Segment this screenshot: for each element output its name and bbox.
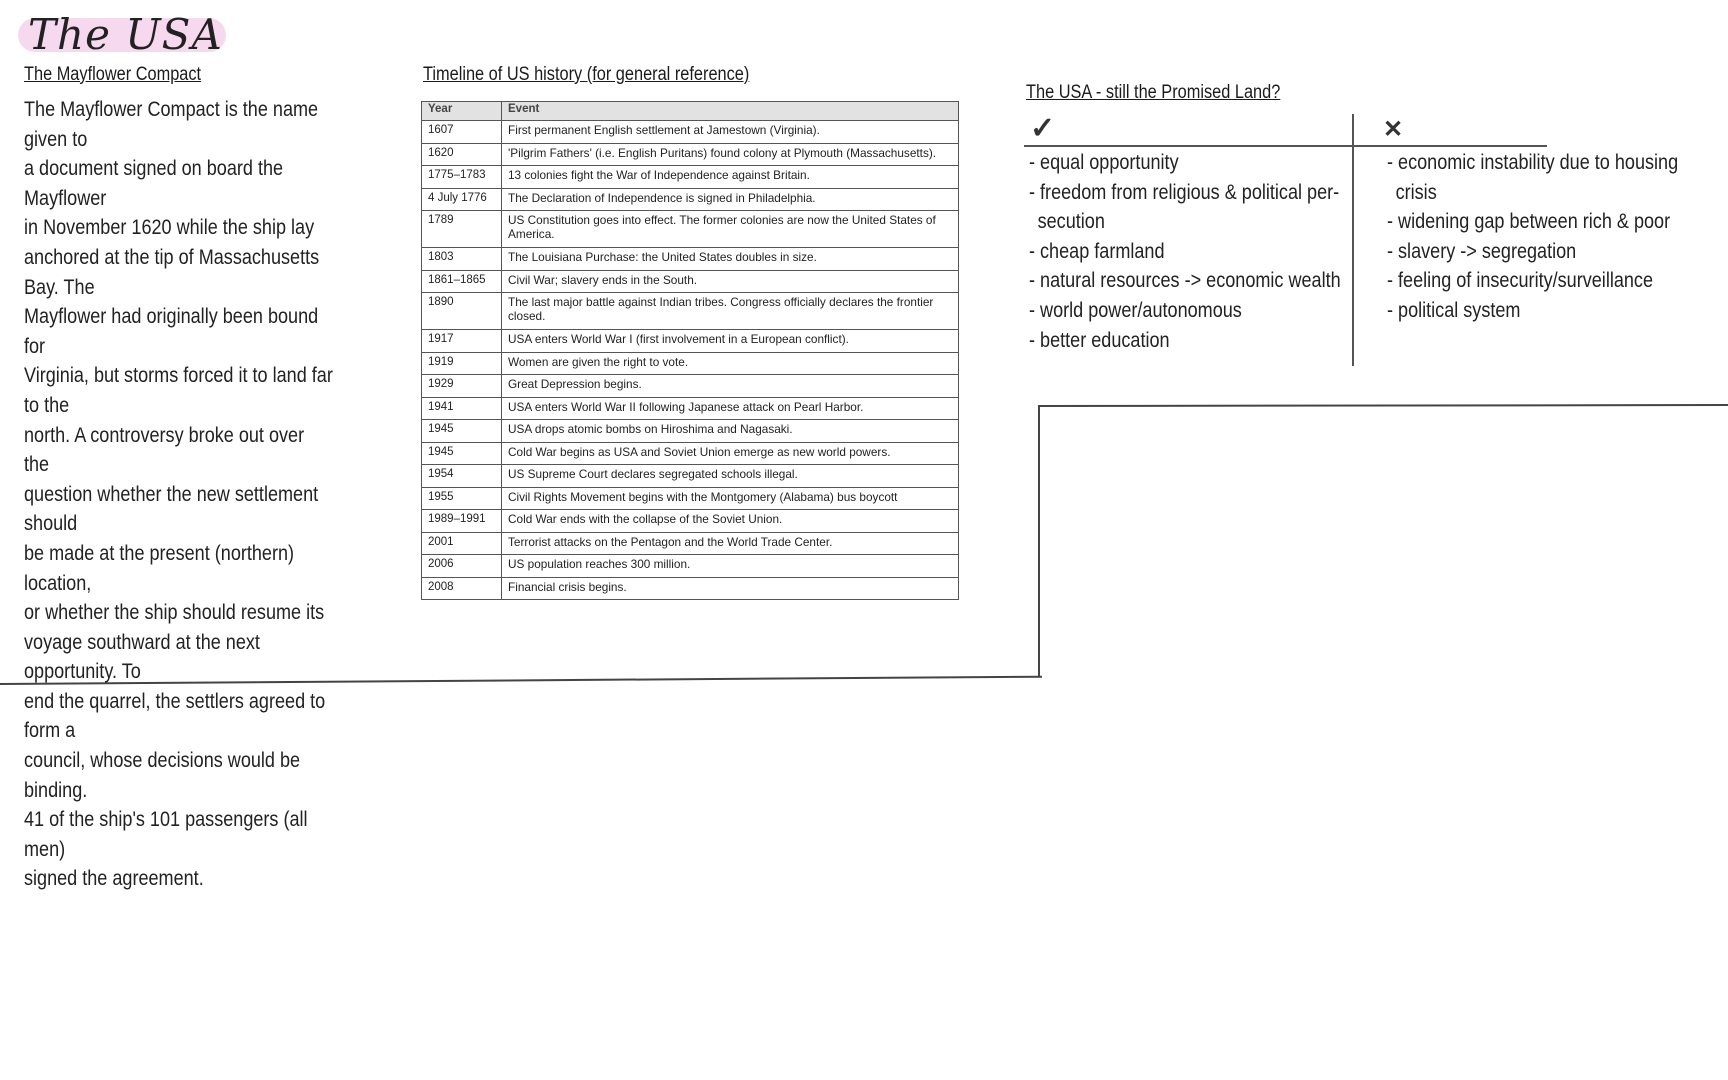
timeline-body <box>422 121 959 600</box>
timeline-year: 1919 <box>422 352 502 375</box>
paragraph-line: in November 1620 while the ship lay <box>24 216 315 240</box>
timeline-year: 1789 <box>422 211 502 248</box>
timeline-year: 1917 <box>422 330 502 353</box>
timeline-year: 1954 <box>422 465 502 488</box>
event-column-header: Event <box>502 102 959 121</box>
paragraph-line: Virginia, but storms forced it to land far to the <box>24 364 333 417</box>
table-horizontal-divider <box>1024 145 1547 147</box>
con-item-text: - political system <box>1387 298 1521 322</box>
con-item <box>1387 296 1678 326</box>
pro-item <box>1029 148 1341 178</box>
timeline-header-row <box>422 102 959 121</box>
timeline-event: Civil Rights Movement begins with the Montgomery (Alabama) bus boycott <box>502 487 959 510</box>
timeline-year: 1890 <box>422 293 502 330</box>
timeline-event: Cold War begins as USA and Soviet Union emerge as new world powers. <box>502 442 959 465</box>
pros-list <box>1029 148 1341 355</box>
timeline-event: First permanent English settlement at Jamestown (Virginia). <box>502 121 959 144</box>
pro-item-text: - cheap farmland <box>1029 239 1165 263</box>
con-item <box>1387 207 1678 237</box>
pro-item-text: - world power/autonomous <box>1029 298 1242 322</box>
pro-item-text: - freedom from religious & political per- <box>1029 180 1340 204</box>
paragraph-line: question whether the new settlement should <box>24 482 319 536</box>
con-item-text: - feeling of insecurity/surveillance <box>1387 269 1654 293</box>
con-item-text: - economic instability due to housing <box>1387 151 1679 174</box>
timeline-row <box>422 270 959 293</box>
timeline-year: 1955 <box>422 487 502 510</box>
paragraph-line: voyage southward at the next opportunity. To <box>24 630 260 684</box>
timeline-year: 2001 <box>422 532 502 555</box>
timeline-row <box>422 375 959 398</box>
timeline-row <box>422 352 959 375</box>
timeline-year: 1945 <box>422 442 502 465</box>
promised-land-heading: The USA - still the Promised Land? <box>1026 82 1281 103</box>
table-vertical-divider <box>1352 114 1354 366</box>
con-item <box>1387 237 1678 267</box>
year-column-header: Year <box>422 102 502 121</box>
mayflower-heading: The Mayflower Compact <box>24 64 202 85</box>
pro-item <box>1029 237 1341 267</box>
timeline-row <box>422 293 959 330</box>
timeline-row <box>422 166 959 189</box>
timeline-event: Women are given the right to vote. <box>502 352 959 375</box>
con-item <box>1387 266 1678 296</box>
paragraph-line: Mayflower had originally been bound for <box>24 305 319 358</box>
paragraph-line: The Mayflower Compact is the name given to <box>24 98 319 151</box>
timeline-row <box>422 532 959 555</box>
timeline-year: 4 July 1776 <box>422 188 502 211</box>
timeline-row <box>422 211 959 248</box>
timeline-event: Cold War ends with the collapse of the Soviet Union. <box>502 510 959 533</box>
timeline-row <box>422 487 959 510</box>
timeline-event: Great Depression begins. <box>502 375 959 398</box>
pro-item-text: - better education <box>1029 328 1170 352</box>
con-item-text: crisis <box>1395 180 1437 204</box>
timeline-row <box>422 510 959 533</box>
pro-item <box>1029 296 1341 326</box>
paragraph-line: signed the agreement. <box>24 867 204 891</box>
timeline-row <box>422 465 959 488</box>
timeline-row <box>422 121 959 144</box>
timeline-year: 1607 <box>422 121 502 144</box>
con-item-text: - widening gap between rich & poor <box>1387 210 1671 234</box>
timeline-event: US Supreme Court declares segregated schools illegal. <box>502 465 959 488</box>
paragraph-line: anchored at the tip of Massachusetts Bay. The <box>24 245 320 299</box>
timeline-year: 1945 <box>422 420 502 443</box>
timeline-event: US population reaches 300 million. <box>502 555 959 578</box>
timeline-year: 1929 <box>422 375 502 398</box>
pro-item-text: - equal opportunity <box>1029 151 1179 174</box>
timeline-year: 2008 <box>422 577 502 600</box>
timeline-table <box>421 101 959 600</box>
timeline-row <box>422 577 959 600</box>
timeline-year: 1941 <box>422 397 502 420</box>
pro-item <box>1029 326 1341 356</box>
paragraph-line: be made at the present (northern) location, <box>24 541 295 595</box>
timeline-event: Terrorist attacks on the Pentagon and the World Trade Center. <box>502 532 959 555</box>
pro-item <box>1029 178 1341 237</box>
timeline-row <box>422 248 959 271</box>
timeline-row <box>422 188 959 211</box>
timeline-event: USA drops atomic bombs on Hiroshima and Nagasaki. <box>502 420 959 443</box>
check-icon: ✓ <box>1030 112 1056 145</box>
timeline-event: USA enters World War I (first involvement in a European conflict). <box>502 330 959 353</box>
timeline-year: 1803 <box>422 248 502 271</box>
timeline-event: Civil War; slavery ends in the South. <box>502 270 959 293</box>
timeline-event: 13 colonies fight the War of Independence against Britain. <box>502 166 959 189</box>
timeline-year: 1775–1783 <box>422 166 502 189</box>
timeline-year: 1620 <box>422 143 502 166</box>
cross-icon: ✕ <box>1383 116 1404 143</box>
timeline-row <box>422 442 959 465</box>
frame-vertical-line <box>1038 405 1040 676</box>
timeline-heading: Timeline of US history (for general reference) <box>423 64 750 85</box>
paragraph-line: council, whose decisions would be binding. <box>24 749 301 802</box>
timeline-row <box>422 420 959 443</box>
timeline-year: 1989–1991 <box>422 510 502 533</box>
timeline-event: The Louisiana Purchase: the United States doubles in size. <box>502 248 959 271</box>
paragraph-line: 41 of the ship's 101 passengers (all men) <box>24 808 308 861</box>
paragraph-line: a document signed on board the Mayflower <box>24 157 284 210</box>
pro-item <box>1029 266 1341 296</box>
frame-top-line <box>1038 404 1728 407</box>
paragraph-line: or whether the ship should resume its <box>24 601 325 625</box>
cons-list <box>1387 148 1678 326</box>
pro-item-text: - natural resources -> economic wealth <box>1029 269 1341 293</box>
paragraph-line: north. A controversy broke out over the <box>24 423 305 477</box>
timeline-year: 2006 <box>422 555 502 578</box>
con-item <box>1387 148 1678 207</box>
title-block <box>18 12 223 58</box>
timeline-year: 1861–1865 <box>422 270 502 293</box>
timeline-row <box>422 555 959 578</box>
con-item-text: - slavery -> segregation <box>1387 239 1577 263</box>
timeline-event: The last major battle against Indian tribes. Congress officially declares the frontier closed. <box>502 293 959 330</box>
timeline-event: USA enters World War II following Japanese attack on Pearl Harbor. <box>502 397 959 420</box>
timeline-event: US Constitution goes into effect. The former colonies are now the United States of America. <box>502 211 959 248</box>
timeline-event: Financial crisis begins. <box>502 577 959 600</box>
timeline-row <box>422 397 959 420</box>
mayflower-paragraph <box>24 95 334 894</box>
timeline-event: The Declaration of Independence is signed in Philadelphia. <box>502 188 959 211</box>
timeline-event: 'Pilgrim Fathers' (i.e. English Puritans) found colony at Plymouth (Massachusetts). <box>502 143 959 166</box>
paragraph-line: end the quarrel, the settlers agreed to form a <box>24 689 326 743</box>
pro-item-text: secution <box>1037 210 1105 234</box>
timeline-row <box>422 143 959 166</box>
page-title: The USA <box>28 10 223 59</box>
timeline-row <box>422 330 959 353</box>
